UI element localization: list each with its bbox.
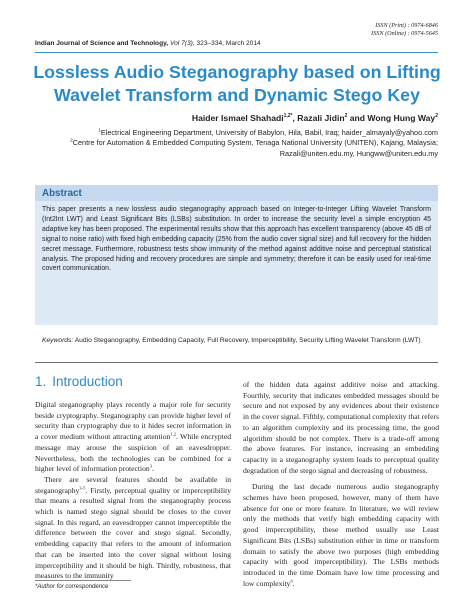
author-3-sup: 2 <box>435 113 438 120</box>
introduction-title: Introduction <box>52 374 123 389</box>
keywords-text: Audio Steganography, Embedding Capacity, Full Recovery, Imperceptibility, Security Lifting Wavelet Transform (LWT) <box>73 337 421 344</box>
intro-p2a-cite: 3-5 <box>79 485 86 491</box>
paper-title <box>20 61 454 107</box>
author-list <box>192 113 438 123</box>
intro-p1b-cite: 3 <box>149 463 153 469</box>
abstract-box <box>35 185 438 325</box>
affiliation-1 <box>70 128 438 138</box>
author-sep-and: and <box>347 113 368 123</box>
intro-r2b: . <box>292 578 295 588</box>
author-1-sup: 1,2* <box>283 113 293 120</box>
intro-paragraph-4 <box>243 482 439 589</box>
section-rule <box>35 362 438 363</box>
introduction-heading <box>35 374 231 390</box>
intro-p2b: . Firstly, perceptual quality or imperceptibility that means a resulted signal from the steganography process which is named stego signal should be closes to the cover signal. In this regard, an eavesdropper cannot imperceptible the difference between the cover and stego signal. Secondly, embedding capacity that refers to the amount of information that can be inserted into the cover signal without losing imperceptibility and it should be high. Thirdly, robustness, that measures to the immunity <box>35 485 231 581</box>
intro-paragraph-2 <box>35 475 231 582</box>
abstract-header <box>35 185 438 201</box>
author-2-sup: 2 <box>344 113 348 120</box>
intro-p1b: . While encrypted message may arouse the suspicion of an eavesdropper. Nevertheless, both the technologies can be combined for a higher level of information protection <box>35 432 231 474</box>
affiliation-2-sup: 2 <box>70 137 73 143</box>
intro-p1c: . <box>152 464 154 474</box>
intro-paragraph-1 <box>35 400 231 475</box>
affiliation-1-text: Electrical Engineering Department, University of Babylon, Hila, Babil, Iraq; haider_almayaly@yahoo.com <box>100 128 438 137</box>
author-sep-comma: , <box>292 113 298 123</box>
paper-title-line-1: Lossless Audio Steganography based on Lifting <box>33 62 441 82</box>
affiliation-2-text: Centre for Automation & Embedded Computing System, Tenaga National University (UNITEN), Kajang, Malaysia; <box>72 138 438 148</box>
journal-volume: Vol 7(3), <box>169 40 195 47</box>
author-3-name: Wong Hung Way <box>367 113 436 123</box>
abstract-text: This paper presents a new lossless audio steganography approach based on Integer-to-Integer Lifting Wavelet Transform (Int2Int LWT) and Least Significant Bits (LSBs) substitution. In order to increase the security level a simple encryption 45 adaptive key has been proposed. The experimental results show that this approach has excellent transparency (above 45 dB of signal to noise ratio) with fixed high embedding capacity (25% from the audio cover signal size) and full recovery for the hidden secret message. Furthermore, robustness tests show immunity of the method against additive noise and perceptual statistical analysis. The proposed hiding and recovery procedures are simple and symmetry; therefore it can be easily used for real-time covert communication. <box>42 206 431 273</box>
intro-r2a: During the last decade numerous audio steganography schemes have been proposed, however, many of them have absence for one or more feature. In literature, we will review only the methods that verify high embedding capacity with good imperceptibility, these method usually use Least Significant Bits (LSBs) substitution either in time or transform domain to satisfy the above two purposes (high embedding capacity with good imperceptibility). The LSBs methods introduced in the time Domain have low time processing and low complexity <box>243 482 439 588</box>
author-2-name: Razali Jidin <box>297 113 345 123</box>
journal-pages-date: 323–334, March 2014 <box>196 40 261 47</box>
intro-r2a-cite: 6 <box>290 578 293 584</box>
author-1-name: Haider Ismael Shahadi <box>191 113 284 123</box>
keywords-label: Keywords: <box>42 337 74 344</box>
affiliations <box>70 128 438 159</box>
journal-citation <box>35 40 261 47</box>
journal-name: Indian Journal of Science and Technology, <box>35 40 169 47</box>
intro-paragraph-3: of the hidden data against additive noise and attacking. Fourthly, security that indicates embedded messages should be secure and not exposed by any evidences about their existence in the cover signal. Fifthly, computational complexity that refers to an algorithm complexity and its processing time, the good algorithm should be not complex. There is a trade-off among the above features. For instance, increasing an embedding capacity in a steganography system leads to perceptual quality degradation of the stego signal and decreasing of robustness. <box>243 380 439 475</box>
body-column-left <box>35 374 231 582</box>
body-column-right <box>243 380 439 589</box>
introduction-number: 1. <box>35 374 47 389</box>
intro-p1a-cite: 1,2 <box>170 431 177 437</box>
paper-title-line-2: Wavelet Transform and Dynamic Stego Key <box>54 85 420 105</box>
footnote-rule <box>35 580 131 581</box>
intro-p1a: Digital steganography plays recently a major role for security beside cryptography. Steganography can provide higher level of security than cryptography due to it hides secret information in a cover medium without attracting attention <box>35 400 231 442</box>
keywords <box>42 336 432 346</box>
affiliation-2-emails: Razali@uniten.edu.my, Hungww@uniten.edu.my <box>279 148 438 158</box>
header-rule <box>35 52 438 53</box>
issn-online: ISSN (Online) : 0974-5645 <box>371 30 438 37</box>
intro-p2a: There are several features should be available in steganography <box>35 474 231 495</box>
footnote: *Author for correspondence <box>35 584 109 590</box>
issn-print: ISSN (Print) : 0974-6846 <box>375 22 438 29</box>
affiliation-2 <box>70 138 438 148</box>
affiliation-1-sup: 1 <box>98 127 101 133</box>
issn-block <box>371 22 438 38</box>
abstract-heading: Abstract <box>42 188 82 199</box>
